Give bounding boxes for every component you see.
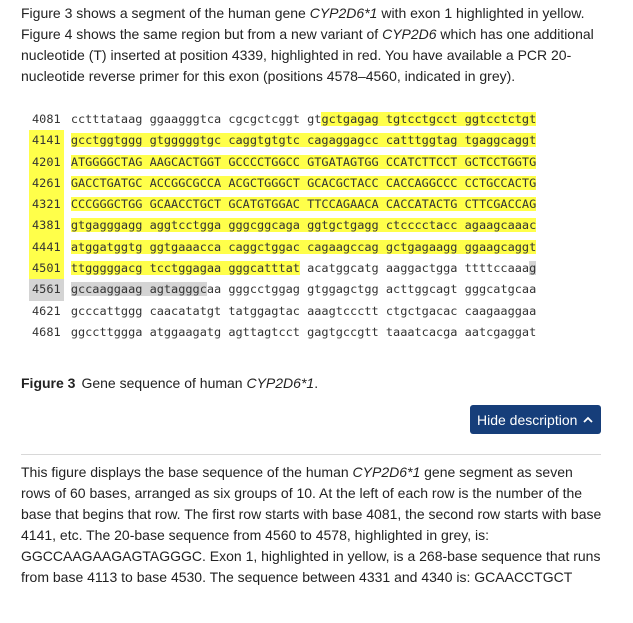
base-group: cagaggagcc xyxy=(307,133,379,148)
base-group: caggctggac xyxy=(228,239,300,254)
sequence-row xyxy=(29,237,609,258)
base-group: gggcggcaga xyxy=(228,218,300,233)
base-group: GCCCCTGGCC xyxy=(228,154,300,169)
base-group: ggtgctgagg xyxy=(307,218,379,233)
intro-text-1: Figure 3 shows a segment of the human gene xyxy=(21,5,310,21)
base-group: gggcctggag xyxy=(228,282,300,297)
intro-paragraph xyxy=(21,3,606,87)
sequence-row xyxy=(29,173,609,194)
hide-description-label: Hide description xyxy=(477,411,578,428)
sequence-row xyxy=(29,322,609,343)
base-group: GTGATAGTGG xyxy=(307,154,379,169)
sequence-row xyxy=(29,279,609,300)
base-group: GCAACCTGCT xyxy=(149,197,222,212)
base-group: ACCGGCGCCA xyxy=(149,175,222,190)
caption-end: . xyxy=(314,375,319,391)
base-group: gtggagctgg xyxy=(307,282,379,297)
base-group: gggcatgcaa xyxy=(464,282,537,297)
base-group: cgcgctcggt xyxy=(228,112,300,126)
intro-gene-name-2: CYP2D6 xyxy=(382,26,437,42)
base-group: ACGCTGGGCT xyxy=(228,175,300,190)
base-group: tgtcctgcct xyxy=(385,112,458,126)
base-group: ctcccctacc xyxy=(385,218,458,233)
row-base-number: 4381 xyxy=(29,215,64,236)
figure-caption xyxy=(21,375,318,391)
base-group: GCACGCTACC xyxy=(307,175,379,190)
base-group: ttttccaaag xyxy=(464,261,537,276)
sequence-row xyxy=(29,301,609,322)
base-group: CCATCTTCCT xyxy=(385,154,458,169)
base-group: ggccttggga xyxy=(70,324,143,339)
figure-description xyxy=(21,462,606,588)
base-group: CACCATACTG xyxy=(385,197,458,212)
base-group: gcccattggg xyxy=(70,303,143,318)
base-group: ATGGGGCTAG xyxy=(70,154,143,169)
base-group: gtgagggagg xyxy=(70,218,143,233)
base-group: tcctggagaa xyxy=(149,261,222,276)
base-group: tgaggcaggt xyxy=(464,133,537,148)
caption-text: Gene sequence of human xyxy=(81,375,247,391)
base-group: acatggcatg xyxy=(307,261,379,276)
base-group: gctgagaagg xyxy=(385,239,458,254)
base-group: gggcatttat xyxy=(228,261,300,276)
caption-label: Figure 3 xyxy=(21,375,76,391)
base-group: CCCGGGCTGG xyxy=(70,197,143,212)
desc-gene: CYP2D6*1 xyxy=(352,464,421,480)
base-group: TTCCAGAACA xyxy=(307,197,379,212)
sequence-row xyxy=(29,130,609,151)
sequence-row xyxy=(29,152,609,173)
intro-text-3: which has one additional nucleotide (T) inserted at position 4339, highlighted in red. You have available a PCR 20-nucleotide reverse primer for this exon (positions 4578–4560, indicated in grey). xyxy=(21,26,594,84)
base-group: catttggtag xyxy=(385,133,458,148)
base-group: GCATGTGGAC xyxy=(228,197,300,212)
base-group: cctttataag xyxy=(70,112,143,126)
sequence-figure xyxy=(29,109,609,343)
base-group: agaagcaaac xyxy=(464,218,537,233)
sequence-row xyxy=(29,109,609,130)
base-group: acttggcagt xyxy=(385,282,458,297)
row-base-number: 4081 xyxy=(32,112,61,126)
base-group: tatggagtac xyxy=(228,303,300,318)
row-base-number: 4561 xyxy=(29,279,64,300)
base-group: cagaagccag xyxy=(307,239,379,254)
base-group: ctgctgacac xyxy=(385,303,458,318)
base-group: aggtcctgga xyxy=(149,218,222,233)
divider xyxy=(21,454,601,455)
base-group: ggaagcaggt xyxy=(464,239,537,254)
base-group: CACCAGGCCC xyxy=(385,175,458,190)
base-group: taaatcacga xyxy=(385,324,458,339)
base-group: ttgggggacg xyxy=(70,261,143,276)
base-group: atggaagatg xyxy=(149,324,222,339)
desc-text-1: This figure displays the base sequence of the human xyxy=(21,464,353,480)
base-group: aaggactgga xyxy=(385,261,458,276)
base-group: atggatggtg xyxy=(70,239,143,254)
sequence-row xyxy=(29,215,609,236)
base-group: CTTCGACCAG xyxy=(464,197,537,212)
base-group: GACCTGATGC xyxy=(70,175,143,190)
base-group: agttagtcct xyxy=(228,324,300,339)
base-group: aatcgaggat xyxy=(464,324,537,339)
caption-gene: CYP2D6*1 xyxy=(246,375,315,391)
base-group: agtagggcaa xyxy=(149,282,222,297)
base-group: CCTGCCACTG xyxy=(464,175,537,190)
base-group: gccaaggaag xyxy=(70,282,143,297)
base-group: gagtgccgtt xyxy=(307,324,379,339)
sequence-row xyxy=(29,194,609,215)
row-base-number: 4621 xyxy=(32,303,61,318)
base-group: caagaaggaa xyxy=(464,303,537,318)
base-group: gtgctgagag xyxy=(307,112,379,126)
row-base-number: 4681 xyxy=(32,324,61,339)
intro-gene-name: CYP2D6*1 xyxy=(309,5,378,21)
desc-text-2: gene segment as seven rows of 60 bases, arranged as six groups of 10. At the left of each row is the number of the base that begins that row. The first row starts with base 4081, the second row starts with base 4141, etc. The 20-base sequence from 4560 to 4578, highlighted in grey, is: GGCCAAGAAGAGTAGGGC. Exon 1, highlighted in yellow, is a 268-base sequence that runs from base 4113 to base 4530. The sequence between 4331 and 4340 is: GCAACCTGCT xyxy=(21,464,602,585)
base-group: AAGCACTGGT xyxy=(149,154,222,169)
base-group: caacatatgt xyxy=(149,303,222,318)
hide-description-button[interactable] xyxy=(470,405,601,434)
row-base-number: 4321 xyxy=(29,194,64,215)
chevron-up-icon xyxy=(583,415,593,425)
base-group: GCTCCTGGTG xyxy=(464,154,537,169)
base-group: aaagtccctt xyxy=(307,303,379,318)
row-base-number: 4201 xyxy=(29,152,64,173)
row-base-number: 4501 xyxy=(29,258,64,279)
base-group: gtgggggtgc xyxy=(149,133,222,148)
sequence-row xyxy=(29,258,609,279)
base-group: ggtgaaacca xyxy=(149,239,222,254)
base-group: ggtcctctgt xyxy=(464,112,537,126)
base-group: gcctggtggg xyxy=(70,133,143,148)
intro-text-2: with exon 1 highlighted in yellow. Figure 4 shows the same region but from a new variant of xyxy=(21,5,585,42)
base-group: ggaagggtca xyxy=(149,112,222,126)
row-base-number: 4261 xyxy=(29,173,64,194)
row-base-number: 4441 xyxy=(29,237,64,258)
row-base-number: 4141 xyxy=(29,130,64,151)
base-group: caggtgtgtc xyxy=(228,133,300,148)
